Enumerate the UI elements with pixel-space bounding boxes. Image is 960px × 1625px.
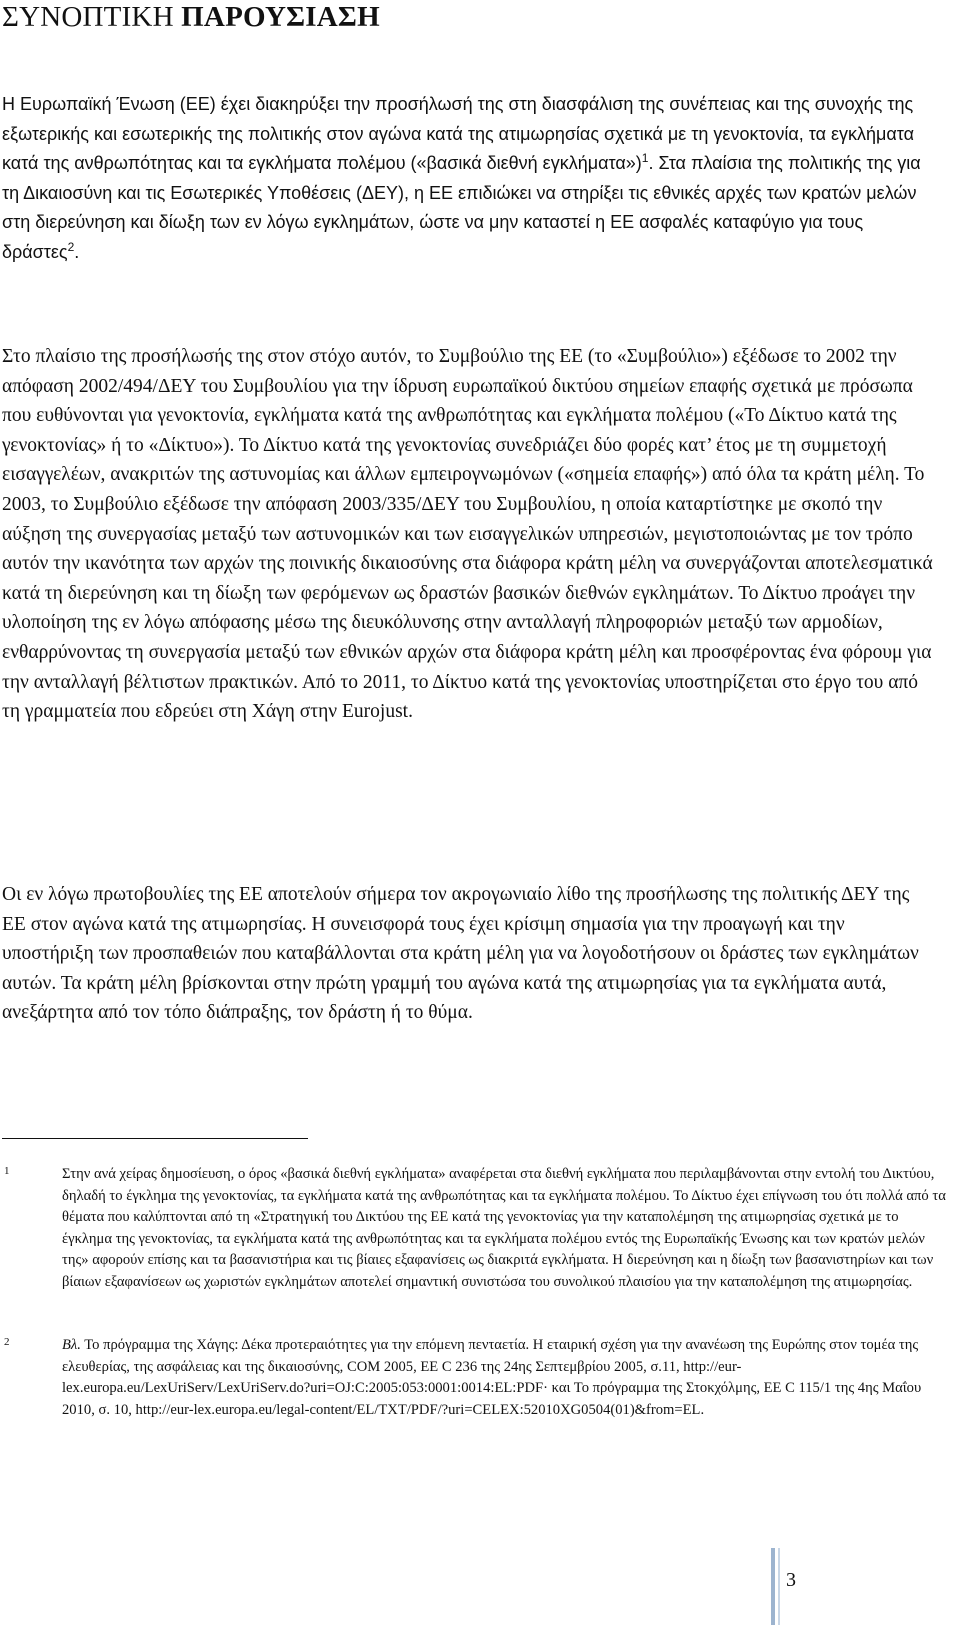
footnote-1 [2, 1164, 952, 1293]
footnote-2-number: 2 [4, 1336, 10, 1348]
footnote-1-text: Στην ανά χείρας δημοσίευση, ο όρος «βασικά διεθνή εγκλήματα» αναφέρεται στα διεθνή εγκλήματα που περιλαμβάνονται στην εντολή του Δικτύου, δηλαδή το έγκλημα της γενοκτονίας, τα εγκλήματα κατά της ανθρωπότητας και τα εγκλήματα πολέμου. Το Δίκτυο έχει επίγνωση του ότι πολλά από τα θέματα που καλύπτονται από τη «Στρατηγική του Δικτύου της ΕΕ κατά της γενοκτονίας για την καταπολέμηση της ατιμωρησίας σχετικά με το έγκλημα της γενοκτονίας, τα εγκλήματα κατά της ανθρωπότητας και τα εγκλήματα πολέμου εντός της Ευρωπαϊκής Ένωσης και των κρατών μελών της» αφορούν επίσης και τα βασανιστήρια και τις βίαιες εξαφανίσεις ως διακριτά εγκλήματα. Η διερεύνηση και η δίωξη των βασανιστηρίων και των βίαιων εξαφανίσεων ως χωριστών εγκλημάτων αποτελεί σημαντική συνιστώσα του συνολικού πλαισίου για την καταπολέμηση της ατιμωρησίας. [62, 1166, 946, 1290]
footnote-1-number: 1 [4, 1165, 10, 1177]
page-number: 3 [786, 1569, 796, 1591]
paragraph-intro-text-a: Η Ευρωπαϊκή Ένωση (ΕΕ) έχει διακηρύξει την προσήλωσή της στη διασφάλιση της συνέπειας και της συνοχής της εξωτερικής και εσωτερικής της πολιτικής στον αγώνα κατά της ατιμωρησίας σχετικά με τη γενοκτονία, τα εγκλήματα κατά της ανθρωπότητας και τα εγκλήματα πολέμου («βασικά διεθνή εγκλήματα») [2, 94, 915, 174]
page-title [2, 0, 380, 34]
page-number-bar-light [778, 1548, 780, 1625]
paragraph-intro [2, 90, 937, 268]
title-part-regular: ΣΥΝΟΠΤΙΚΗ [2, 1, 182, 33]
page-number-bar [771, 1548, 775, 1625]
title-part-bold: ΠΑΡΟΥΣΙΑΣΗ [181, 1, 380, 33]
footnote-separator [2, 1138, 308, 1139]
footnote-2-italic: Βλ. [62, 1337, 81, 1353]
footnote-ref-2[interactable]: 2 [67, 239, 75, 254]
footnote-ref-1[interactable]: 1 [641, 151, 649, 166]
footnote-2-body [62, 1335, 952, 1421]
paragraph-intro-text-c: . [74, 241, 80, 262]
paragraph-intro-text-b: . Στα πλαίσια της πολιτικής της για τη Δικαιοσύνη και τις Εσωτερικές Υποθέσεις (ΔΕΥ), η ΕΕ επιδιώκει να στηρίξει τις εθνικές αρχές των κρατών μελών στη διερεύνηση και δίωξη των εν λόγω εγκλημάτων, ώστε να μην καταστεί η ΕΕ ασφαλές καταφύγιο για τους δράστες [2, 153, 921, 262]
paragraph-genocide-network: Στο πλαίσιο της προσήλωσής της στον στόχο αυτόν, το Συμβούλιο της ΕΕ (το «Συμβούλιο») εξέδωσε το 2002 την απόφαση 2002/494/ΔΕΥ του Συμβουλίου για την ίδρυση ευρωπαϊκού δικτύου σημείων επαφής σχετικά με πρόσωπα που ευθύνονται για γενοκτονία, εγκλήματα κατά της ανθρωπότητας και εγκλήματα πολέμου («Το Δίκτυο κατά της γενοκτονίας» ή το «Δίκτυο»). Το Δίκτυο κατά της γενοκτονίας συνεδριάζει δύο φορές κατ’ έτος με τη συμμετοχή εισαγγελέων, ανακριτών της αστυνομίας και άλλων εμπειρογνωμόνων («σημεία επαφής») από όλα τα κράτη μέλη. Το 2003, το Συμβούλιο εξέδωσε την απόφαση 2003/335/ΔΕΥ του Συμβουλίου, η οποία καταρτίστηκε με σκοπό την αύξηση της συνεργασίας μεταξύ των αστυνομικών και των εισαγγελικών υπηρεσιών, μεγιστοποιώντας με τον τρόπο αυτόν την ικανότητα των αρχών της ποινικής δικαιοσύνης στα διάφορα κράτη μέλη να συνεργάζονται αποτελεσματικά κατά τη διερεύνηση και τη δίωξη των φερόμενων ως δραστών βασικών διεθνών εγκλημάτων. Το Δίκτυο προάγει την υλοποίηση της εν λόγω απόφασης μέσω της διευκόλυνσης στην ανταλλαγή πληροφοριών μεταξύ των αρμοδίων, ενθαρρύνοντας τη συνεργασία μεταξύ των εθνικών αρχών στα διάφορα κράτη μέλη και προσφέροντας ένα φόρουμ για την ανταλλαγή βέλτιστων πρακτικών. Από το 2011, το Δίκτυο κατά της γενοκτονίας υποστηρίζεται στο έργο του από τη γραμματεία που εδρεύει στη Χάγη στην Eurojust. [2, 346, 933, 723]
paragraph-initiatives: Οι εν λόγω πρωτοβουλίες της ΕΕ αποτελούν σήμερα τον ακρογωνιαίο λίθο της προσήλωσης της πολιτικής ΔΕΥ της ΕΕ στον αγώνα κατά της ατιμωρησίας. Η συνεισφορά τους έχει κρίσιμη σημασία για την προαγωγή και την υποστήριξη των προσπαθειών που καταβάλλονται στα κράτη μέλη για να λογοδοτήσουν οι δράστες των εγκλημάτων αυτών. Τα κράτη μέλη βρίσκονται στην πρώτη γραμμή του αγώνα κατά της ατιμωρησίας για τα εγκλήματα αυτά, ανεξάρτητα από τον τόπο διάπραξης, τον δράστη ή το θύμα. [2, 884, 919, 1024]
footnote-2-text: Το πρόγραμμα της Χάγης: Δέκα προτεραιότητες για την επόμενη πενταετία. Η εταιρική σχέση για την ανανέωση της Ευρώπης στον τομέα της ελευθερίας, της ασφάλειας και της δικαιοσύνης, COM 2005, ΕΕ C 236 της 24ης Σεπτεμβρίου 2005, σ.11, http://eur-lex.europa.eu/LexUriServ/LexUriServ.do?uri=OJ:C:2005:053:0001:0014:EL:PDF· και Το πρόγραμμα της Στοκχόλμης, ΕΕ C 115/1 της 4ης Μαΐου 2010, σ. 10, http://eur-lex.europa.eu/legal-content/EL/TXT/PDF/?uri=CELEX:52010XG0504(01)&from=EL. [62, 1337, 922, 1418]
footnote-2 [2, 1335, 952, 1421]
